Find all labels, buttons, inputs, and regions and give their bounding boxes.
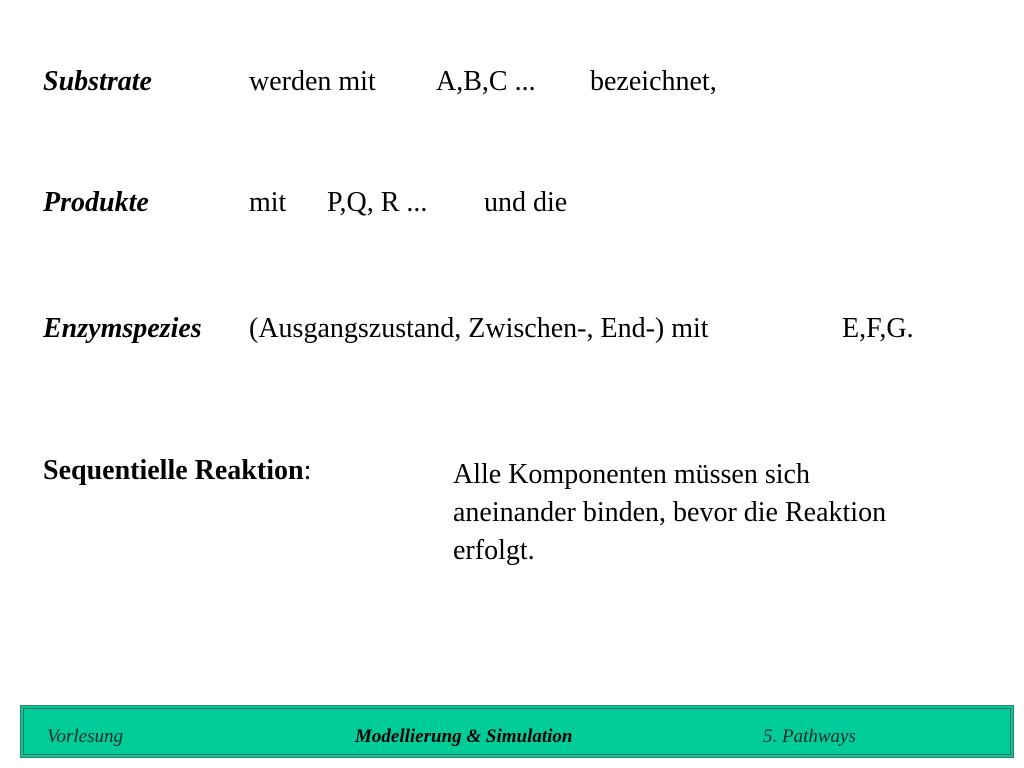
term-substrate: Substrate — [43, 66, 152, 97]
substrate-part-2: A,B,C ... — [436, 66, 536, 97]
sequential-reaction-heading — [43, 455, 311, 487]
footer-left-text: Vorlesung — [47, 726, 123, 747]
footer-right-text: 5. Pathways — [763, 726, 856, 747]
description-line-2: aneinander binden, bevor die Reaktion — [453, 497, 887, 528]
definition-enzymspezies — [43, 313, 202, 345]
enzymspezies-part-2: E,F,G. — [842, 313, 914, 344]
substrate-part-3: bezeichnet, — [590, 66, 717, 97]
sequential-reaction-description — [453, 456, 998, 570]
footer-bar — [20, 705, 1014, 758]
produkte-part-1: mit — [249, 187, 287, 218]
substrate-part-1: werden mit — [249, 66, 376, 97]
description-line-3: erfolgt. — [453, 535, 535, 566]
term-sequentielle-reaktion: Sequentielle Reaktion — [43, 455, 304, 486]
enzymspezies-part-1: (Ausgangszustand, Zwischen-, End-) mit — [249, 313, 709, 344]
definition-substrate — [43, 66, 152, 98]
description-line-1: Alle Komponenten müssen sich — [453, 459, 810, 490]
produkte-part-3: und die — [484, 187, 568, 218]
produkte-part-2: P,Q, R ... — [327, 187, 428, 218]
term-enzymspezies: Enzymspezies — [43, 313, 202, 344]
sequential-colon: : — [303, 455, 312, 486]
term-produkte: Produkte — [43, 187, 149, 218]
definition-produkte — [43, 187, 149, 219]
footer-center-text: Modellierung & Simulation — [355, 726, 573, 747]
